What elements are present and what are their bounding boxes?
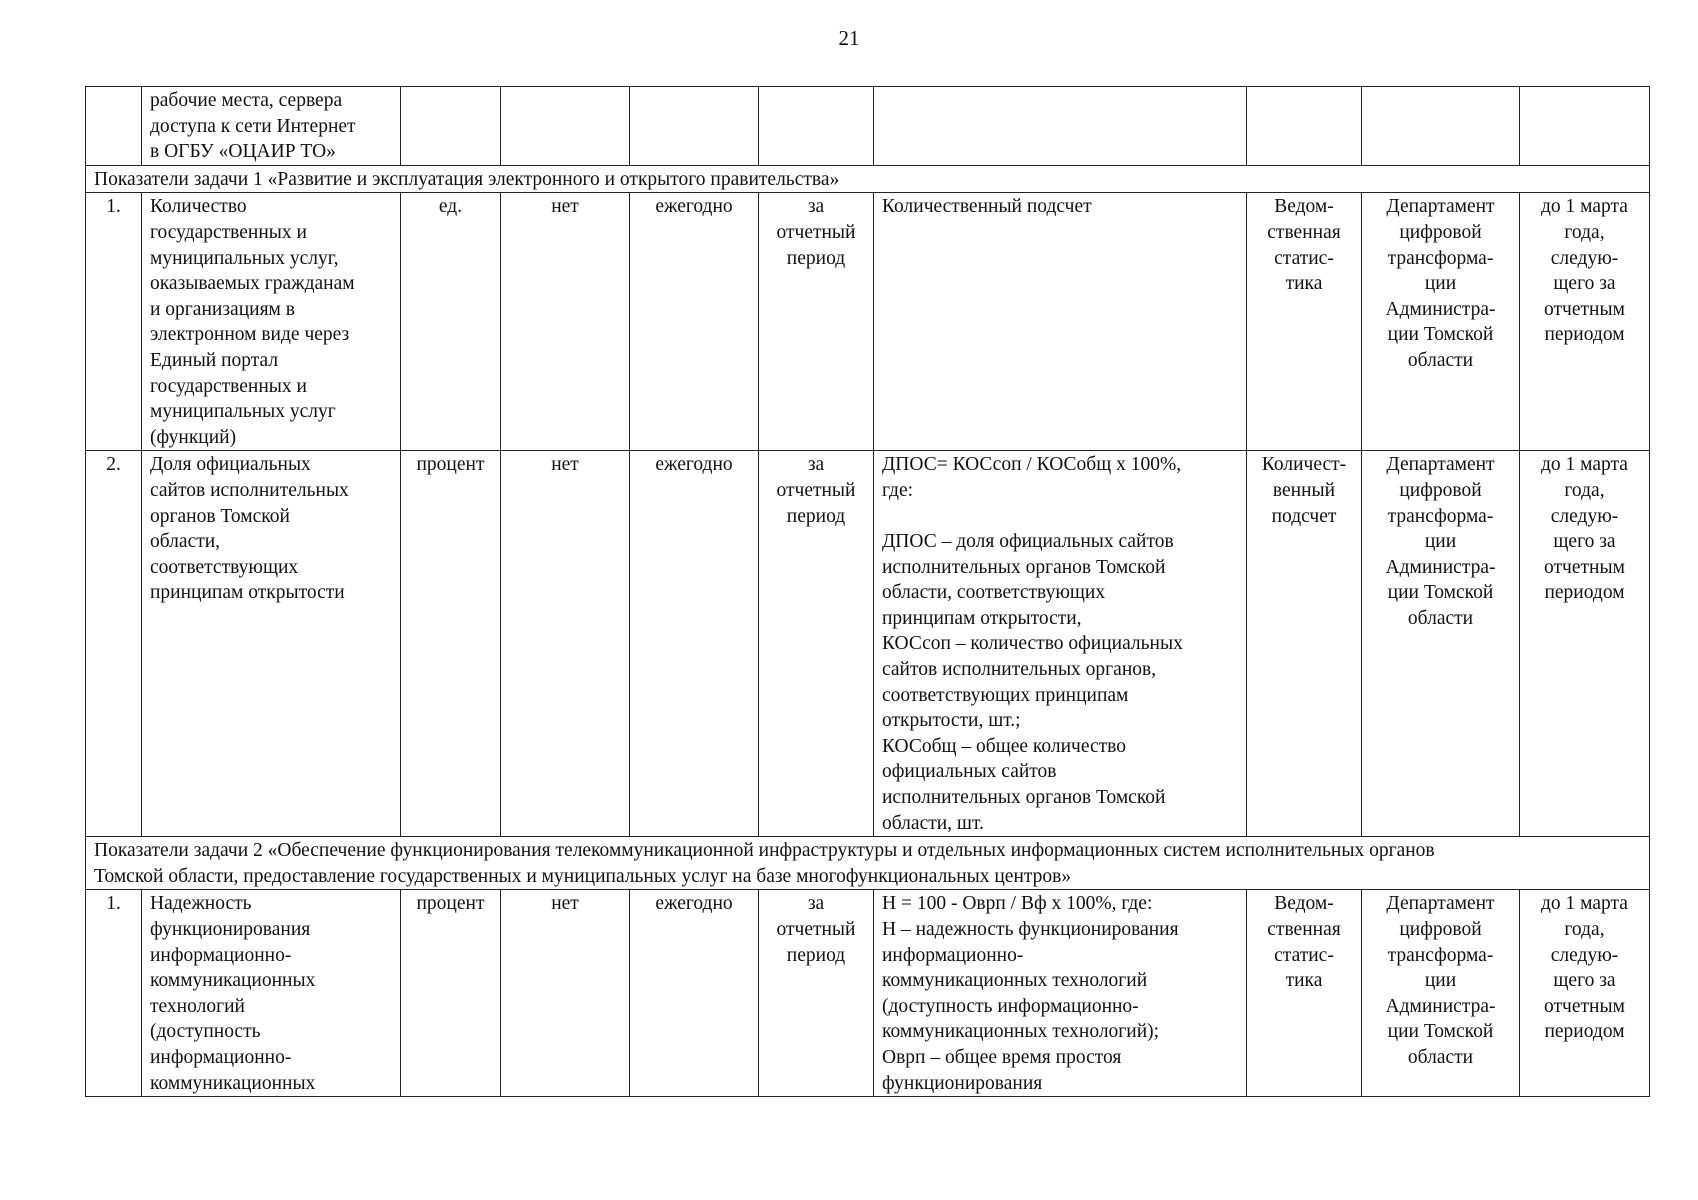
source-cell: Ведом- ственная статис- тика bbox=[1247, 193, 1362, 451]
period-cell: за отчетный период bbox=[759, 890, 874, 1097]
indicator-name-cell: Количество государственных и муниципальных услуг, оказываемых гражданам и организациям в электронном виде через Единый портал государственных и муниципальных услуг (функций) bbox=[142, 193, 401, 451]
method-cell: Количественный подсчет bbox=[874, 193, 1247, 451]
unit-cell: процент bbox=[401, 451, 501, 837]
table-row bbox=[86, 451, 1650, 837]
section-2-title: Показатели задачи 2 «Обеспечение функционирования телекоммуникационной инфраструктуры и отдельных информационных систем исполнительных органов Томской области, предоставление государственных и муниципальных услуг на базе многофункциональных центров» bbox=[86, 837, 1650, 890]
table-row bbox=[86, 87, 1650, 166]
section-header-row bbox=[86, 837, 1650, 890]
dynamics-cell bbox=[501, 87, 630, 166]
dynamics-cell: нет bbox=[501, 890, 630, 1097]
frequency-cell bbox=[630, 87, 759, 166]
frequency-cell: ежегодно bbox=[630, 451, 759, 837]
deadline-cell: до 1 марта года, следую- щего за отчетным периодом bbox=[1520, 193, 1650, 451]
row-number-cell: 1. bbox=[86, 193, 142, 451]
period-cell bbox=[759, 87, 874, 166]
section-1-title: Показатели задачи 1 «Развитие и эксплуатация электронного и открытого правительства» bbox=[86, 165, 1650, 193]
deadline-cell: до 1 марта года, следую- щего за отчетным периодом bbox=[1520, 890, 1650, 1097]
table-row bbox=[86, 890, 1650, 1097]
method-cell: Н = 100 - Оврп / Вф х 100%, где: Н – надежность функционирования информационно- коммуникационных технологий (доступность информационно- коммуникационных технологий); Оврп – общее время простоя функционирования bbox=[874, 890, 1247, 1097]
indicator-name-cell: Доля официальных сайтов исполнительных органов Томской области, соответствующих принципам открытости bbox=[142, 451, 401, 837]
source-cell: Ведом- ственная статис- тика bbox=[1247, 890, 1362, 1097]
method-cell bbox=[874, 87, 1247, 166]
responsible-cell: Департамент цифровой трансформа- ции Администра- ции Томской области bbox=[1362, 451, 1520, 837]
responsible-cell: Департамент цифровой трансформа- ции Администра- ции Томской области bbox=[1362, 193, 1520, 451]
unit-cell: процент bbox=[401, 890, 501, 1097]
dynamics-cell: нет bbox=[501, 451, 630, 837]
row-number-cell bbox=[86, 87, 142, 166]
dynamics-cell: нет bbox=[501, 193, 630, 451]
unit-cell bbox=[401, 87, 501, 166]
indicator-name-cell: рабочие места, сервера доступа к сети Интернет в ОГБУ «ОЦАИР ТО» bbox=[142, 87, 401, 166]
section-header-row bbox=[86, 165, 1650, 193]
source-cell: Количест- венный подсчет bbox=[1247, 451, 1362, 837]
page-number: 21 bbox=[838, 26, 860, 50]
method-cell: ДПОС= КОСсоп / КОСобщ х 100%, где: ДПОС – доля официальных сайтов исполнительных органов Томской области, соответствующих принципам открытости, КОСсоп – количество официальных сайтов исполнительных органов, соответствующих принципам открытости, шт.; КОСобщ – общее количество официальных сайтов исполнительных органов Томской области, шт. bbox=[874, 451, 1247, 837]
indicators-table bbox=[85, 86, 1650, 1097]
unit-cell: ед. bbox=[401, 193, 501, 451]
source-cell bbox=[1247, 87, 1362, 166]
responsible-cell bbox=[1362, 87, 1520, 166]
indicator-name-cell: Надежность функционирования информационно- коммуникационных технологий (доступность информационно- коммуникационных bbox=[142, 890, 401, 1097]
deadline-cell: до 1 марта года, следую- щего за отчетным периодом bbox=[1520, 451, 1650, 837]
table-row bbox=[86, 193, 1650, 451]
row-number-cell: 1. bbox=[86, 890, 142, 1097]
deadline-cell bbox=[1520, 87, 1650, 166]
period-cell: за отчетный период bbox=[759, 193, 874, 451]
frequency-cell: ежегодно bbox=[630, 890, 759, 1097]
frequency-cell: ежегодно bbox=[630, 193, 759, 451]
period-cell: за отчетный период bbox=[759, 451, 874, 837]
row-number-cell: 2. bbox=[86, 451, 142, 837]
responsible-cell: Департамент цифровой трансформа- ции Администра- ции Томской области bbox=[1362, 890, 1520, 1097]
